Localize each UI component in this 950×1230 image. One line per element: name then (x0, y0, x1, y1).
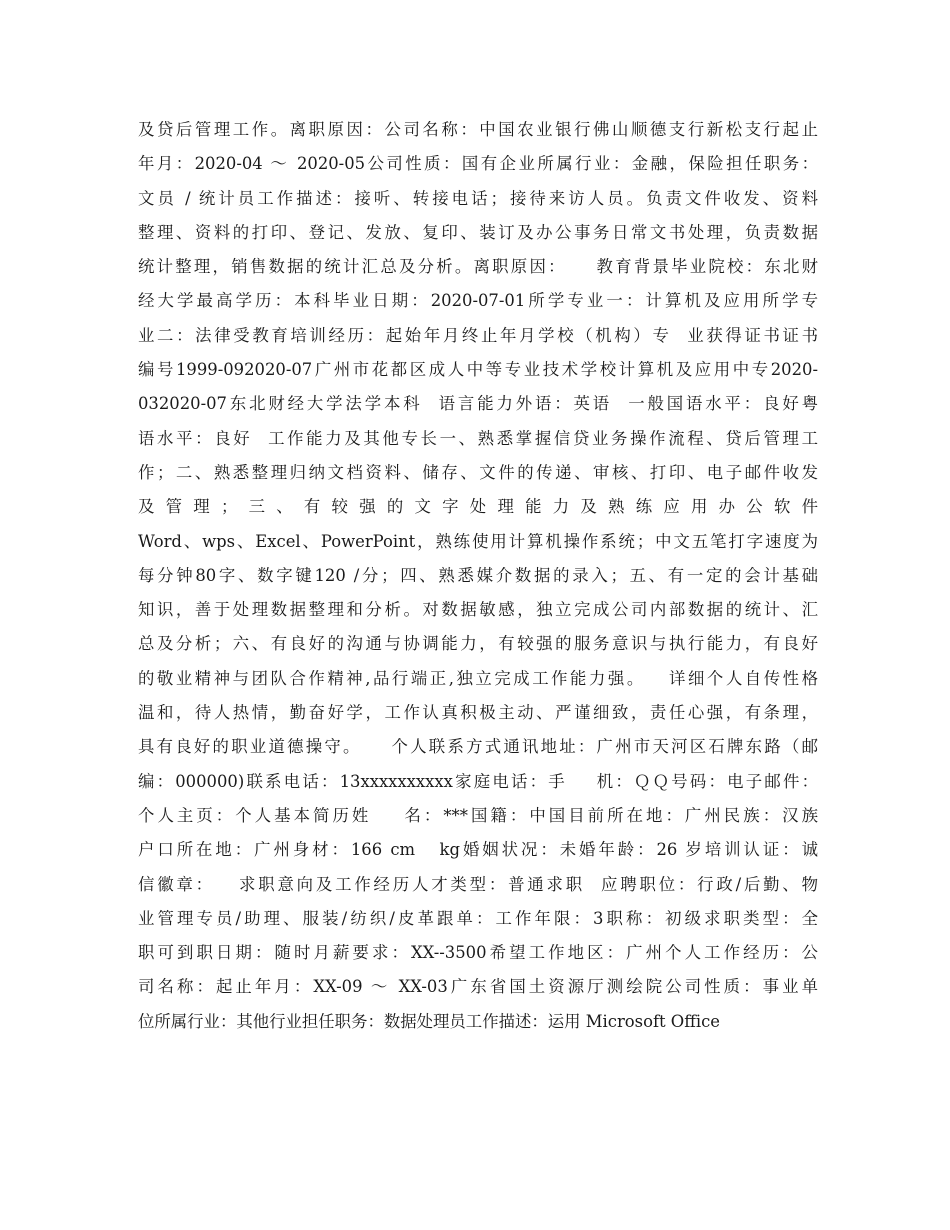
body-text-line: 年月：2020-04 ～ 2020-05公司性质：国有企业所属行业：金融，保险担任职务： (138, 154, 818, 174)
body-text-line: 具有良好的职业道德操守。 个人联系方式通讯地址：广州市天河区石牌东路（邮 (138, 737, 818, 757)
body-text-line: Word、wps、Excel、PowerPoint，熟练使用计算机操作系统；中文五笔打字速度为 (138, 531, 818, 551)
body-text-line: 及管理；三、有较强的文字处理能力及熟练应用办公软件 (138, 497, 818, 517)
body-text-line: 文员 / 统计员工作描述：接听、转接电话；接待来访人员。负责文件收发、资料 (138, 188, 818, 208)
body-text-line: 个人主页：个人基本简历姓 名：***国籍：中国目前所在地：广州民族：汉族 (138, 805, 818, 825)
body-text-line: 信徽章： 求职意向及工作经历人才类型：普通求职 应聘职位：行政/后勤、物 (138, 874, 818, 894)
body-text-line: 的敬业精神与团队合作精神,品行端正,独立完成工作能力强。 详细个人自传性格 (138, 668, 818, 688)
body-text-line: 及贷后管理工作。离职原因：公司名称：中国农业银行佛山顺德支行新松支行起止 (138, 120, 818, 139)
body-text-line: 编号1999-092020-07广州市花都区成人中等专业技术学校计算机及应用中专2020- (138, 360, 818, 380)
body-text-line: 业二：法律受教育培训经历：起始年月终止年月学校（机构）专 业获得证书证书 (138, 325, 818, 345)
body-text-line: 编：000000)联系电话：13xxxxxxxxxx家庭电话：手 机：ＱＱ号码：电子邮件： (138, 771, 818, 791)
body-text-line: 作；二、熟悉整理归纳文档资料、储存、文件的传递、审核、打印、电子邮件收发 (138, 462, 818, 482)
body-text-line: 经大学最高学历：本科毕业日期：2020-07-01所学专业一：计算机及应用所学专 (138, 291, 818, 311)
body-text-line: 户口所在地：广州身材：166 cm kg婚姻状况：未婚年龄：26 岁培训认证：诚 (138, 840, 818, 860)
body-text-line: 位所属行业：其他行业担任职务：数据处理员工作描述：运用 Microsoft Office (138, 1011, 721, 1031)
body-text-line: 温和，待人热情，勤奋好学，工作认真积极主动、严谨细致，责任心强，有条理， (138, 703, 818, 723)
body-text-line: 司名称：起止年月：XX-09 ～ XX-03广东省国土资源厅测绘院公司性质：事业单 (138, 977, 818, 997)
body-text-line: 职可到职日期：随时月薪要求：XX--3500希望工作地区：广州个人工作经历：公 (138, 943, 818, 963)
body-text-line: 业管理专员/助理、服装/纺织/皮革跟单：工作年限：3职称：初级求职类型：全 (138, 908, 818, 928)
body-text-line: 整理、资料的打印、登记、发放、复印、装订及办公事务日常文书处理，负责数据 (138, 222, 818, 242)
body-text-line: 语水平：良好 工作能力及其他专长一、熟悉掌握信贷业务操作流程、贷后管理工 (138, 428, 818, 448)
body-text-line: 知识，善于处理数据整理和分析。对数据敏感，独立完成公司内部数据的统计、汇 (138, 600, 818, 620)
body-text-line: 032020-07东北财经大学法学本科 语言能力外语：英语 一般国语水平：良好粤 (138, 394, 818, 414)
body-text-line: 每分钟80字、数字键120 /分；四、熟悉媒介数据的录入；五、有一定的会计基础 (138, 565, 818, 585)
document-body (138, 113, 818, 1039)
body-text-line: 总及分析；六、有良好的沟通与协调能力，有较强的服务意识与执行能力，有良好 (138, 634, 818, 654)
body-text-line: 统计整理，销售数据的统计汇总及分析。离职原因： 教育背景毕业院校：东北财 (138, 257, 818, 277)
